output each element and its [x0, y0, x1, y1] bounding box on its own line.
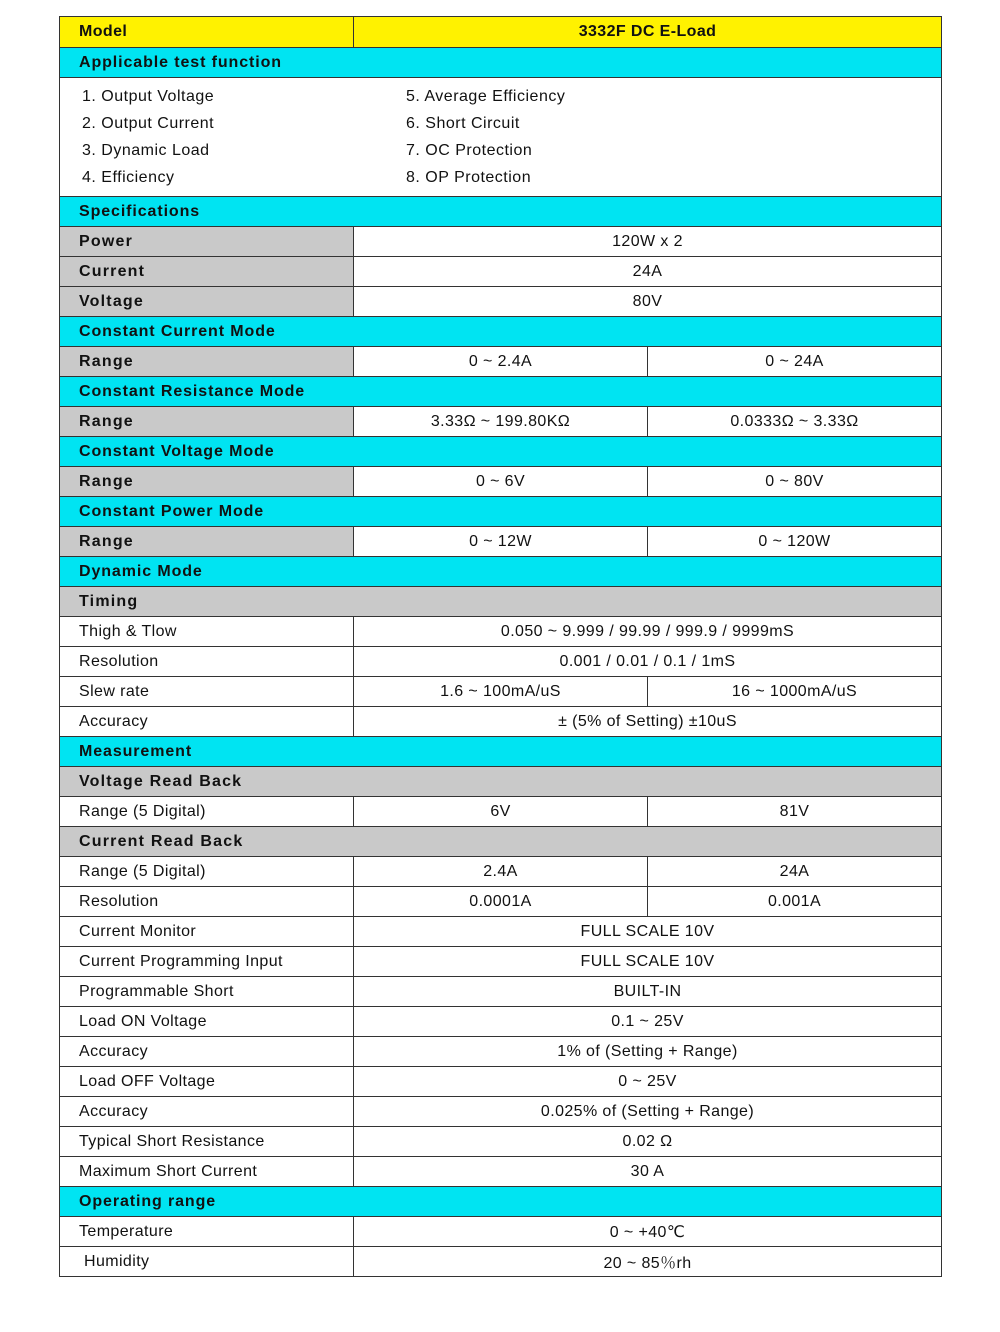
- section-dynamic-mode: [60, 557, 942, 587]
- timing-resolution-row: [60, 647, 942, 677]
- load-off-voltage-row: [60, 1067, 942, 1097]
- dynamic-title: Dynamic Mode: [60, 557, 942, 587]
- current-read-back-row: [60, 827, 942, 857]
- crb-resolution-low: 0.0001A: [354, 887, 648, 917]
- section-operating-range: [60, 1187, 942, 1217]
- crb-range-high: 24A: [648, 857, 942, 887]
- voltage-value: 80V: [354, 287, 942, 317]
- temperature-row: [60, 1217, 942, 1247]
- thigh-row: [60, 617, 942, 647]
- load-on-accuracy-row: [60, 1037, 942, 1067]
- cc-range-row: [60, 347, 942, 377]
- load-off-accuracy-label: Accuracy: [60, 1097, 354, 1127]
- timing-resolution-value: 0.001 / 0.01 / 0.1 / 1mS: [354, 647, 942, 677]
- cc-title: Constant Current Mode: [60, 317, 942, 347]
- thigh-value: 0.050 ~ 9.999 / 99.99 / 999.9 / 9999mS: [354, 617, 942, 647]
- max-short-current-row: [60, 1157, 942, 1187]
- cp-range-row: [60, 527, 942, 557]
- temperature-value: 0 ~ +40℃: [354, 1217, 942, 1247]
- crb-resolution-high: 0.001A: [648, 887, 942, 917]
- function-item: 1. Output Voltage: [82, 88, 215, 105]
- cr-title: Constant Resistance Mode: [60, 377, 942, 407]
- current-programming-label: Current Programming Input: [60, 947, 354, 977]
- cr-range-high: 0.0333Ω ~ 3.33Ω: [648, 407, 942, 437]
- current-label: Current: [60, 257, 354, 287]
- cv-range-label: Range: [60, 467, 354, 497]
- crb-range-label: Range (5 Digital): [60, 857, 354, 887]
- section-cc-mode: [60, 317, 942, 347]
- specifications-title: Specifications: [60, 197, 942, 227]
- function-item: 3. Dynamic Load: [82, 142, 210, 159]
- function-item: 7. OC Protection: [406, 142, 533, 159]
- load-off-voltage-value: 0 ~ 25V: [354, 1067, 942, 1097]
- crb-range-row: [60, 857, 942, 887]
- functions-list-row: [60, 78, 942, 197]
- section-specifications: [60, 197, 942, 227]
- current-monitor-row: [60, 917, 942, 947]
- current-value: 24A: [354, 257, 942, 287]
- slew-rate-label: Slew rate: [60, 677, 354, 707]
- current-monitor-label: Current Monitor: [60, 917, 354, 947]
- slew-rate-low: 1.6 ~ 100mA/uS: [354, 677, 648, 707]
- cv-range-row: [60, 467, 942, 497]
- load-off-accuracy-value: 0.025% of (Setting + Range): [354, 1097, 942, 1127]
- vrb-range-label: Range (5 Digital): [60, 797, 354, 827]
- humidity-label: Humidity: [60, 1247, 354, 1277]
- cp-range-label: Range: [60, 527, 354, 557]
- vrb-range-low: 6V: [354, 797, 648, 827]
- load-on-voltage-value: 0.1 ~ 25V: [354, 1007, 942, 1037]
- current-programming-value: FULL SCALE 10V: [354, 947, 942, 977]
- power-label: Power: [60, 227, 354, 257]
- cc-range-high: 0 ~ 24A: [648, 347, 942, 377]
- temperature-label: Temperature: [60, 1217, 354, 1247]
- typical-short-resistance-row: [60, 1127, 942, 1157]
- timing-resolution-label: Resolution: [60, 647, 354, 677]
- timing-label: Timing: [60, 587, 942, 617]
- dynamic-accuracy-value: ± (5% of Setting) ±10uS: [354, 707, 942, 737]
- cr-range-label: Range: [60, 407, 354, 437]
- function-item: 8. OP Protection: [406, 169, 532, 186]
- load-on-accuracy-value: 1% of (Setting + Range): [354, 1037, 942, 1067]
- cr-range-low: 3.33Ω ~ 199.80KΩ: [354, 407, 648, 437]
- slew-rate-row: [60, 677, 942, 707]
- cp-range-low: 0 ~ 12W: [354, 527, 648, 557]
- programmable-short-value: BUILT-IN: [354, 977, 942, 1007]
- crb-resolution-label: Resolution: [60, 887, 354, 917]
- cv-title: Constant Voltage Mode: [60, 437, 942, 467]
- section-cv-mode: [60, 437, 942, 467]
- section-cp-mode: [60, 497, 942, 527]
- spec-table: [59, 16, 942, 1277]
- power-value: 120W x 2: [354, 227, 942, 257]
- load-on-accuracy-label: Accuracy: [60, 1037, 354, 1067]
- function-item: 4. Efficiency: [82, 169, 175, 186]
- cr-range-row: [60, 407, 942, 437]
- functions-list: [60, 83, 941, 191]
- timing-row: [60, 587, 942, 617]
- load-off-accuracy-row: [60, 1097, 942, 1127]
- crb-resolution-row: [60, 887, 942, 917]
- thigh-label: Thigh & Tlow: [60, 617, 354, 647]
- programmable-short-row: [60, 977, 942, 1007]
- max-short-current-label: Maximum Short Current: [60, 1157, 354, 1187]
- model-value: 3332F DC E-Load: [354, 17, 942, 48]
- load-off-voltage-label: Load OFF Voltage: [60, 1067, 354, 1097]
- functions-title: Applicable test function: [60, 48, 942, 78]
- cp-range-high: 0 ~ 120W: [648, 527, 942, 557]
- current-monitor-value: FULL SCALE 10V: [354, 917, 942, 947]
- crb-range-low: 2.4A: [354, 857, 648, 887]
- vrb-range-row: [60, 797, 942, 827]
- cv-range-high: 0 ~ 80V: [648, 467, 942, 497]
- vrb-range-high: 81V: [648, 797, 942, 827]
- humidity-row: [60, 1247, 942, 1277]
- function-item: 6. Short Circuit: [406, 115, 520, 132]
- model-label: Model: [60, 17, 354, 48]
- model-row: [60, 17, 942, 48]
- measurement-title: Measurement: [60, 737, 942, 767]
- section-cr-mode: [60, 377, 942, 407]
- spec-row-current: [60, 257, 942, 287]
- voltage-label: Voltage: [60, 287, 354, 317]
- cp-title: Constant Power Mode: [60, 497, 942, 527]
- function-item: 2. Output Current: [82, 115, 215, 132]
- current-read-back-label: Current Read Back: [60, 827, 942, 857]
- load-on-voltage-row: [60, 1007, 942, 1037]
- functions-col-2: [406, 83, 565, 191]
- spec-row-power: [60, 227, 942, 257]
- max-short-current-value: 30 A: [354, 1157, 942, 1187]
- dynamic-accuracy-label: Accuracy: [60, 707, 354, 737]
- cc-range-low: 0 ~ 2.4A: [354, 347, 648, 377]
- humidity-value: 20 ~ 85％rh: [354, 1247, 942, 1277]
- typical-short-resistance-label: Typical Short Resistance: [60, 1127, 354, 1157]
- load-on-voltage-label: Load ON Voltage: [60, 1007, 354, 1037]
- voltage-read-back-row: [60, 767, 942, 797]
- dynamic-accuracy-row: [60, 707, 942, 737]
- programmable-short-label: Programmable Short: [60, 977, 354, 1007]
- current-programming-row: [60, 947, 942, 977]
- typical-short-resistance-value: 0.02 Ω: [354, 1127, 942, 1157]
- voltage-read-back-label: Voltage Read Back: [60, 767, 942, 797]
- cc-range-label: Range: [60, 347, 354, 377]
- section-measurement: [60, 737, 942, 767]
- functions-col-1: [82, 83, 406, 191]
- spec-row-voltage: [60, 287, 942, 317]
- cv-range-low: 0 ~ 6V: [354, 467, 648, 497]
- section-functions: [60, 48, 942, 78]
- slew-rate-high: 16 ~ 1000mA/uS: [648, 677, 942, 707]
- operating-title: Operating range: [60, 1187, 942, 1217]
- function-item: 5. Average Efficiency: [406, 88, 566, 105]
